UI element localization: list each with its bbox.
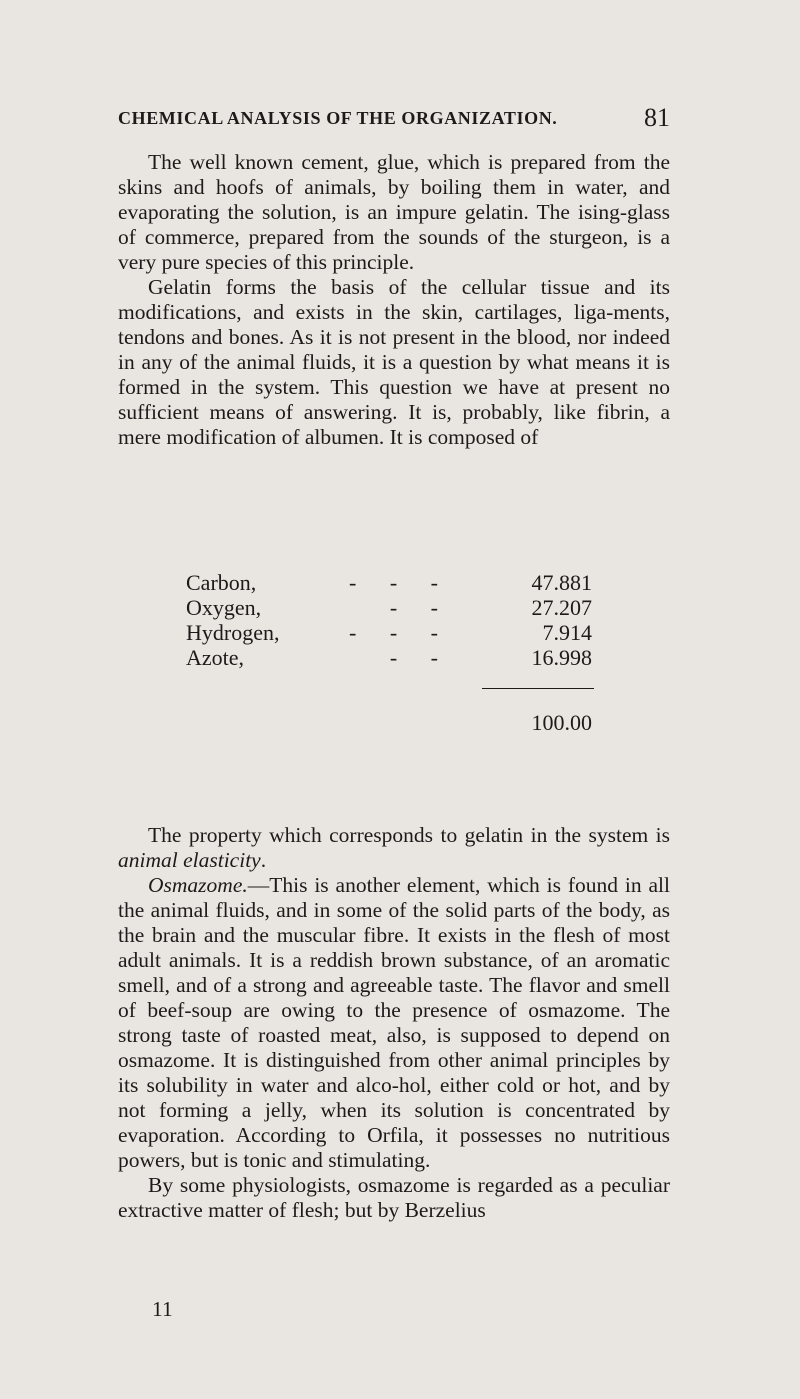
osmazome-text: —This is another element, which is found in all the animal fluids, and in some of the solid parts of the body, as the brain and the muscular fibre. It exists in the flesh of most adult animals. It is a reddish brown substance, of an aromatic smell, and of a strong and agreeable taste. The flavor and smell of beef-soup are owing to the presence of osmazome. The strong taste of roasted meat, also, is supposed to depend on osmazome. It is distinguished from other animal principles by its solubility in water and alco-hol, either cold or hot, and by not forming a jelly, when its solution is concentrated by evaporation. According to Orfila, it possesses no nutritious powers, but is tonic and stimulating. [118,873,670,1172]
property-emphasis: animal elasticity [118,848,261,872]
property-text: The property which corresponds to gelatin in the system is [148,823,670,847]
element-value: 7.914 [542,620,592,645]
leader-dashes: - - - [349,570,452,595]
composition-total: 100.00 [531,710,592,735]
element-name: Azote, [186,645,245,670]
page-number: 81 [644,103,670,132]
running-head [118,103,670,133]
composition-row-oxygen [186,595,606,620]
composition-row-azote [186,645,606,670]
element-value: 16.998 [531,645,592,670]
element-name: Hydrogen, [186,620,280,645]
paragraph-gelatin: Gelatin forms the basis of the cellular tissue and its modifications, and exists in the skin, cartilages, liga-ments, tendons and bones. As it is not present in the blood, nor indeed in any of the animal fluids, it is a question by what means it is formed in the system. This question we have at present no sufficient means of answering. It is, probably, like fibrin, a mere modification of albumen. It is composed of [118,275,670,449]
composition-row-hydrogen [186,620,606,645]
composition-table [186,570,606,735]
leader-dashes: - - - [349,620,452,645]
text-block-top [118,150,670,450]
element-value: 27.207 [531,595,592,620]
osmazome-term: Osmazome. [148,873,248,897]
leader-dashes: - - [389,595,452,620]
running-title: CHEMICAL ANALYSIS OF THE ORGANIZATION. [118,108,558,128]
composition-row-carbon [186,570,606,595]
signature-mark: 11 [152,1297,173,1321]
text-block-bottom [118,823,670,1223]
sum-rule [482,688,594,689]
paragraph-glue: The well known cement, glue, which is prepared from the skins and hoofs of animals, by boiling them in water, and evaporating the solution, is an impure gelatin. The ising-glass of commerce, prepared from the sounds of the sturgeon, is a very pure species of this principle. [118,150,670,274]
property-end: . [260,848,267,872]
element-value: 47.881 [531,570,592,595]
element-name: Oxygen, [186,595,262,620]
paragraph-osmazome [118,873,670,1173]
paragraph-property [118,823,670,873]
paragraph-physiologists: By some physiologists, osmazome is regarded as a peculiar extractive matter of flesh; but by Berzelius [118,1173,670,1222]
element-name: Carbon, [186,570,257,595]
leader-dashes: - - [389,645,452,670]
